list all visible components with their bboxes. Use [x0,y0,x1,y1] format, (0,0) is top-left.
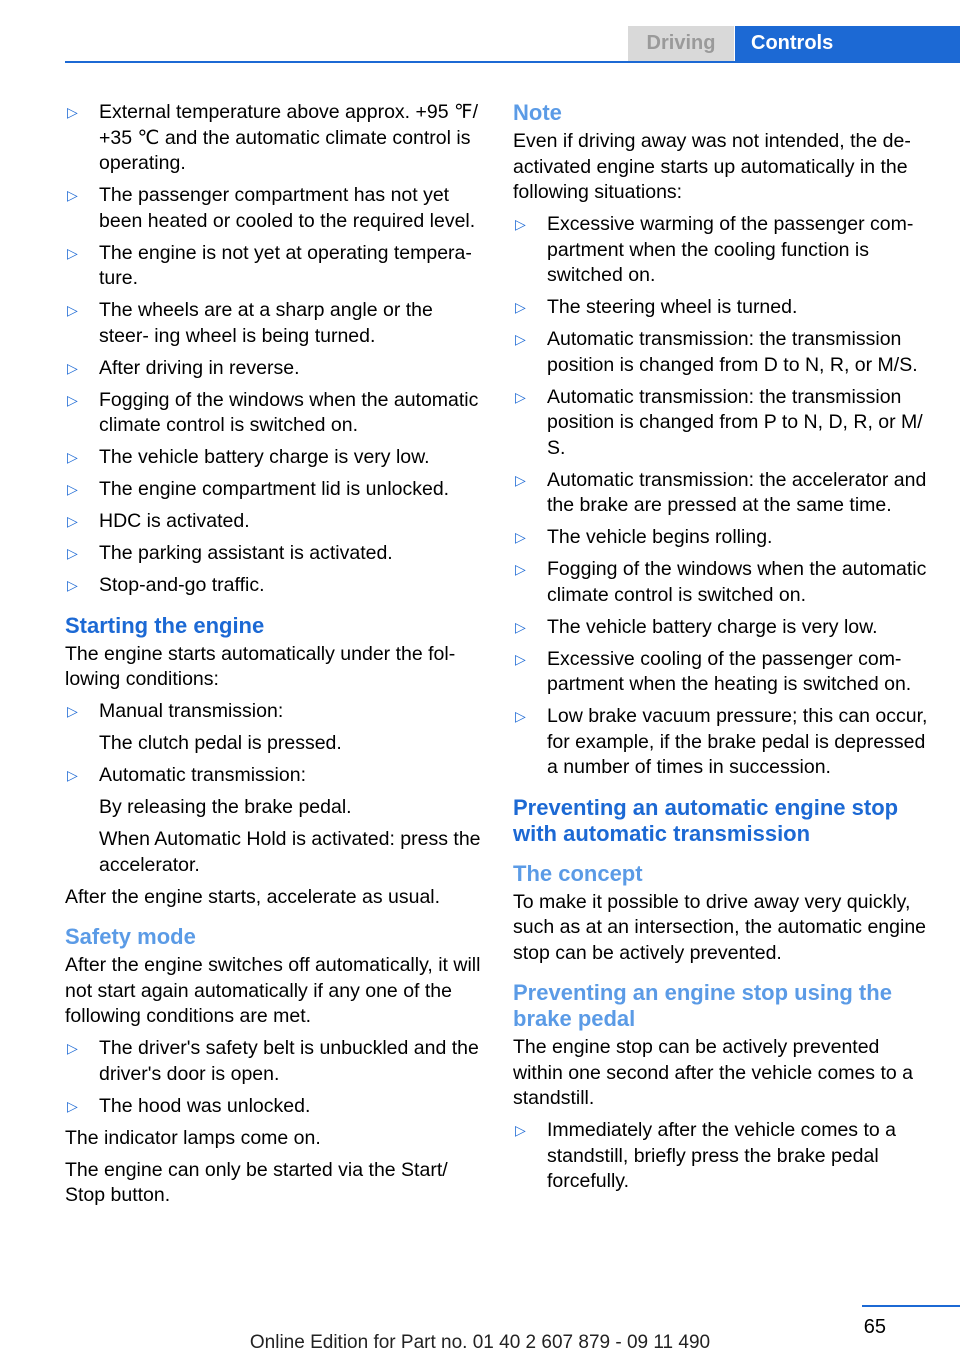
footer-rule [862,1305,960,1307]
manual-sub: The clutch pedal is pressed. [99,732,342,754]
heading-note: Note [513,100,562,125]
bullet-triangle-icon: ▷ [67,703,78,719]
heading-safety-mode: Safety mode [65,924,196,949]
bullet-triangle-icon: ▷ [67,449,78,465]
brake-steps-list [513,1118,931,1195]
list-item: ▷ Excessive warming of the passenger com‐ partment when the cooling function is switched on. [515,213,914,286]
list-item: ▷ Excessive cooling of the passenger com‐ partment when the heating is switched on. [515,647,912,695]
section-tab-controls: Controls [735,26,960,62]
list-item: ▷ Stop-and-go traffic. [65,573,483,599]
bullet-triangle-icon: ▷ [515,471,526,488]
safety-conditions-list [65,1036,483,1119]
list-item: ▷ The hood was unlocked. [65,1094,483,1120]
list-item: ▷ HDC is activated. [65,509,483,535]
list-item: ▷ The steering wheel is turned. [513,295,931,321]
list-item: ▷ Automatic transmission: By releasing the brake pedal. When Automatic Hold is activated: press the accelerator. [65,763,483,878]
bullet-triangle-icon: ▷ [515,388,526,405]
auto-start-situations-list [513,212,931,781]
list-item: ▷ The vehicle battery charge is very low. [65,445,483,471]
engine-stop-conditions-list [65,100,483,599]
heading-starting-engine: Starting the engine [65,612,265,638]
bullet-triangle-icon: ▷ [67,481,78,497]
safety-text: After the engine switches off automatically, it will not start again automatically if any one of the following conditions are met. [65,954,481,1027]
page-header [0,0,960,62]
concept-text: To make it possible to drive away very quickly, such as at an intersection, the automatic engine stop can be actively prevented. [513,890,927,964]
list-item: ▷ Automatic transmission: the transmission position is changed from P to N, D, R, or M/ S. [515,385,923,459]
list-item: ▷ The vehicle battery charge is very low. [513,615,931,641]
list-item: ▷ The driver's safety belt is unbuckled and the driver's door is open. [67,1037,479,1085]
heading-preventing-stop: Preventing an automatic engine stop with automatic transmission [513,794,899,846]
left-column [65,100,483,1215]
bullet-triangle-icon: ▷ [67,391,78,408]
list-item: ▷ The engine is not yet at operating tempera‐ ture. [67,241,472,289]
bullet-triangle-icon: ▷ [515,618,526,635]
list-item: ▷ The vehicle begins rolling. [513,525,931,551]
brake-text: The engine stop can be actively prevented within one second after the vehicle comes to a standstill. [513,1036,913,1109]
after-start-text: After the engine starts, accelerate as usual. [65,885,441,908]
bullet-triangle-icon: ▷ [515,561,526,577]
bullet-triangle-icon: ▷ [67,545,78,561]
starting-intro: The engine starts automatically under the fol‐ lowing conditions: [65,642,456,690]
bullet-triangle-icon: ▷ [515,529,526,545]
bullet-triangle-icon: ▷ [67,359,78,376]
list-item: ▷ Fogging of the windows when the automatic climate control is switched on. [515,558,927,606]
list-item: ▷ The passenger compartment has not yet been heated or cooled to the required level. [67,184,476,232]
list-item: ▷ The wheels are at a sharp angle or the steer‐ ing wheel is being turned. [67,299,433,347]
indicator-text: The indicator lamps come on. [65,1126,321,1149]
bullet-triangle-icon: ▷ [515,650,526,667]
list-item: ▷ External temperature above approx. +95 ℉/ +35 ℃ and the automatic climate control is operating. [67,101,478,174]
auto-sub-1: By releasing the brake pedal. [99,796,352,818]
list-item: ▷ Low brake vacuum pressure; this can occur, for example, if the brake pedal is depressed a number of times in succession. [515,705,928,778]
header-rule [65,61,960,63]
list-item: ▷ Fogging of the windows when the automatic climate control is switched on. [67,388,479,436]
bullet-triangle-icon: ▷ [67,104,78,120]
list-item: ▷ Immediately after the vehicle comes to a standstill, briefly press the brake pedal forcefully. [515,1119,896,1192]
bullet-triangle-icon: ▷ [67,1097,78,1114]
right-column [513,100,931,1201]
bullet-triangle-icon: ▷ [67,577,78,593]
list-item: ▷ The parking assistant is activated. [65,541,483,567]
bullet-triangle-icon: ▷ [515,216,526,232]
page-number: 65 [863,1316,886,1338]
bullet-triangle-icon: ▷ [515,331,526,347]
bullet-triangle-icon: ▷ [515,1122,526,1138]
list-item: ▷ The engine compartment lid is unlocked. [65,477,483,503]
edition-footer: Online Edition for Part no. 01 40 2 607 879 - 09 11 490 [249,1332,711,1353]
bullet-triangle-icon: ▷ [515,299,526,315]
start-stop-text: The engine can only be started via the Start/ Stop button. [65,1158,448,1206]
section-tab-driving: Driving [628,26,734,62]
list-item: ▷ Manual transmission: The clutch pedal is pressed. [65,699,483,757]
bullet-triangle-icon: ▷ [67,767,78,783]
list-item: ▷ After driving in reverse. [65,356,483,382]
heading-brake-pedal: Preventing an engine stop using the brake pedal [513,980,892,1031]
list-item: ▷ Automatic transmission: the transmission position is changed from D to N, R, or M/S. [515,328,918,376]
bullet-triangle-icon: ▷ [67,244,78,261]
starting-conditions-list [65,699,483,878]
bullet-triangle-icon: ▷ [67,302,78,318]
note-text: Even if driving away was not intended, the de‐ activated engine starts up automatically in the following situations: [513,130,911,203]
bullet-triangle-icon: ▷ [515,708,526,724]
heading-concept: The concept [513,860,643,886]
bullet-triangle-icon: ▷ [67,513,78,529]
bullet-triangle-icon: ▷ [67,1040,78,1056]
auto-sub-2: When Automatic Hold is activated: press the accelerator. [99,828,481,876]
bullet-triangle-icon: ▷ [67,187,78,203]
list-item: ▷ Automatic transmission: the accelerator and the brake are pressed at the same time. [515,468,927,516]
